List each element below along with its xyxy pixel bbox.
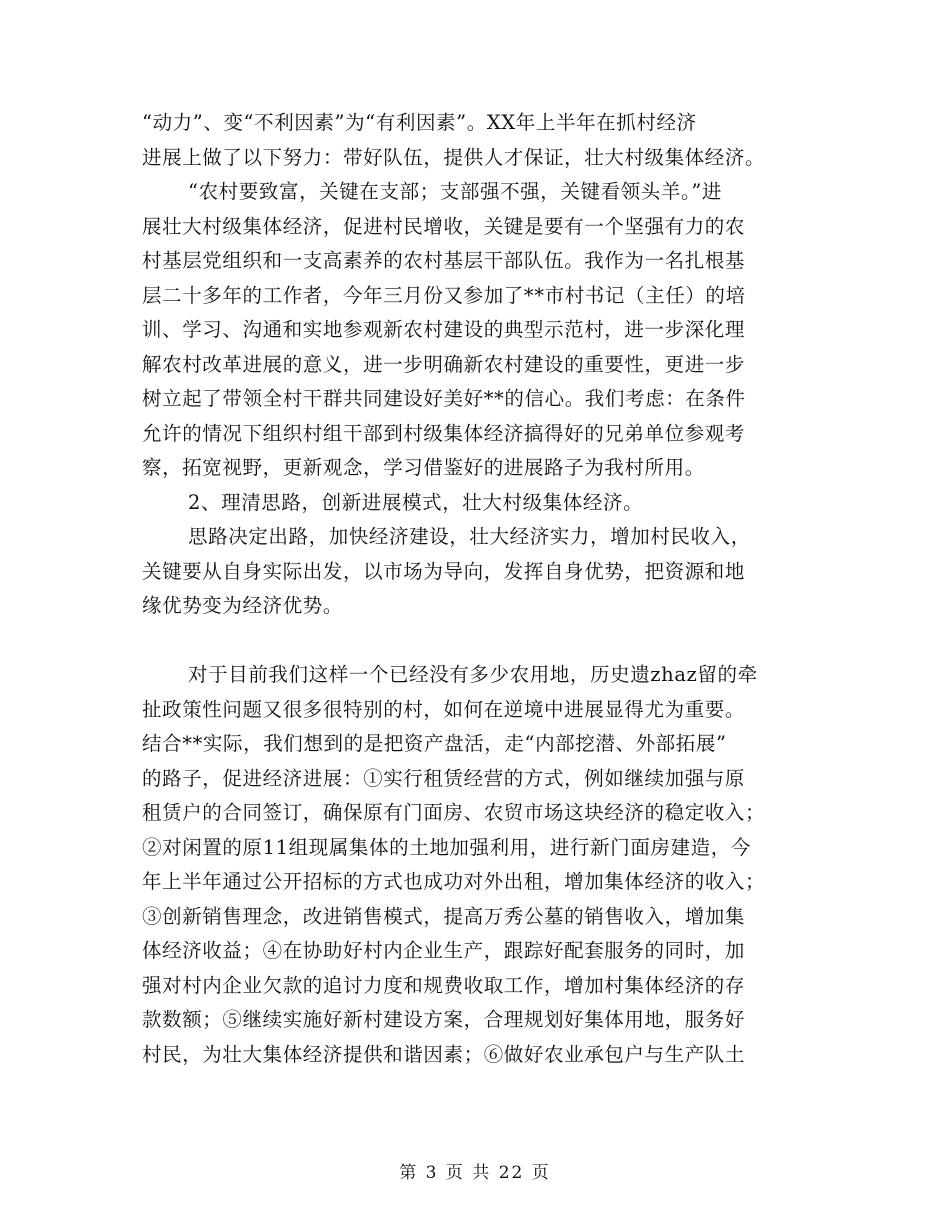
text-line: 思路决定出路，加快经济建设，壮大经济实力，增加村民收入， bbox=[188, 525, 751, 548]
text-line: 察，拓宽视野，更新观念，学习借鉴好的进展路子为我村所用。 bbox=[142, 456, 705, 479]
text-line: ②对闲置的原11组现属集体的土地加强利用，进行新门面房建造，今 bbox=[142, 835, 751, 859]
text-line: 对于目前我们这样一个已经没有多少农用地，历史遗zhaz留的牵 bbox=[188, 663, 758, 686]
text-line: ③创新销售理念，改进销售模式，提高万秀公墓的销售收入，增加集 bbox=[142, 904, 746, 928]
text-line: “动力”、变“不利因素”为“有利因素”。XX年上半年在抓村经济 bbox=[142, 111, 697, 134]
text-line: 扯政策性问题又很多很特别的村，如何在逆境中进展显得尤为重要。 bbox=[142, 697, 746, 721]
text-line: 层二十多年的工作者，今年三月份又参加了**市村书记（主任）的培 bbox=[142, 283, 746, 307]
text-line: 村民，为壮大集体经济提供和谐因素；⑥做好农业承包户与生产队土 bbox=[142, 1042, 746, 1066]
text-line: 解农村改革进展的意义，进一步明确新农村建设的重要性，更进一步 bbox=[142, 352, 746, 376]
text-line: 结合**实际，我们想到的是把资产盘活，走“内部挖潜、外部拓展” bbox=[142, 732, 727, 755]
text-line: 关键要从自身实际出发，以市场为导向，发挥自身优势，把资源和地 bbox=[142, 559, 746, 583]
text-line: 体经济收益；④在协助好村内企业生产，跟踪好配套服务的同时，加 bbox=[142, 939, 746, 962]
text-line: 训、学习、沟通和实地参观新农村建设的典型示范村，进一步深化理 bbox=[142, 318, 746, 341]
text-line: 村基层党组织和一支高素养的农村基层干部队伍。我作为一名扎根基 bbox=[142, 249, 746, 272]
text-line: 展壮大村级集体经济，促进村民增收，关键是要有一个坚强有力的农 bbox=[142, 214, 746, 238]
text-line: 的路子，促进经济进展：①实行租赁经营的方式，例如继续加强与原 bbox=[142, 766, 746, 790]
document-body bbox=[142, 106, 807, 1072]
text-line: 年上半年通过公开招标的方式也成功对外出租，增加集体经济的收入； bbox=[142, 870, 766, 893]
text-line: 租赁户的合同签订，确保原有门面房、农贸市场这块经济的稳定收入； bbox=[142, 801, 766, 824]
text-line: 树立起了带领全村干群共同建设好美好**的信心。我们考虑：在条件 bbox=[142, 387, 746, 410]
text-line: 进展上做了以下努力：带好队伍，提供人才保证，壮大村级集体经济。 bbox=[142, 145, 766, 169]
section-heading: 2、理清思路，创新进展模式，壮大村级集体经济。 bbox=[188, 490, 644, 514]
blank-line bbox=[142, 624, 807, 659]
text-line: 款数额；⑤继续实施好新村建设方案，合理规划好集体用地，服务好 bbox=[142, 1008, 746, 1031]
text-line: 强对村内企业欠款的追讨力度和规费收取工作，增加村集体经济的存 bbox=[142, 973, 746, 997]
text-line: 允许的情况下组织村组干部到村级集体经济搞得好的兄弟单位参观考 bbox=[142, 421, 746, 445]
text-line: 缘优势变为经济优势。 bbox=[142, 594, 344, 617]
text-line: “农村要致富，关键在支部；支部强不强，关键看领头羊。”进 bbox=[188, 180, 722, 203]
page-footer: 第 3 页 共 22 页 bbox=[399, 1163, 551, 1183]
